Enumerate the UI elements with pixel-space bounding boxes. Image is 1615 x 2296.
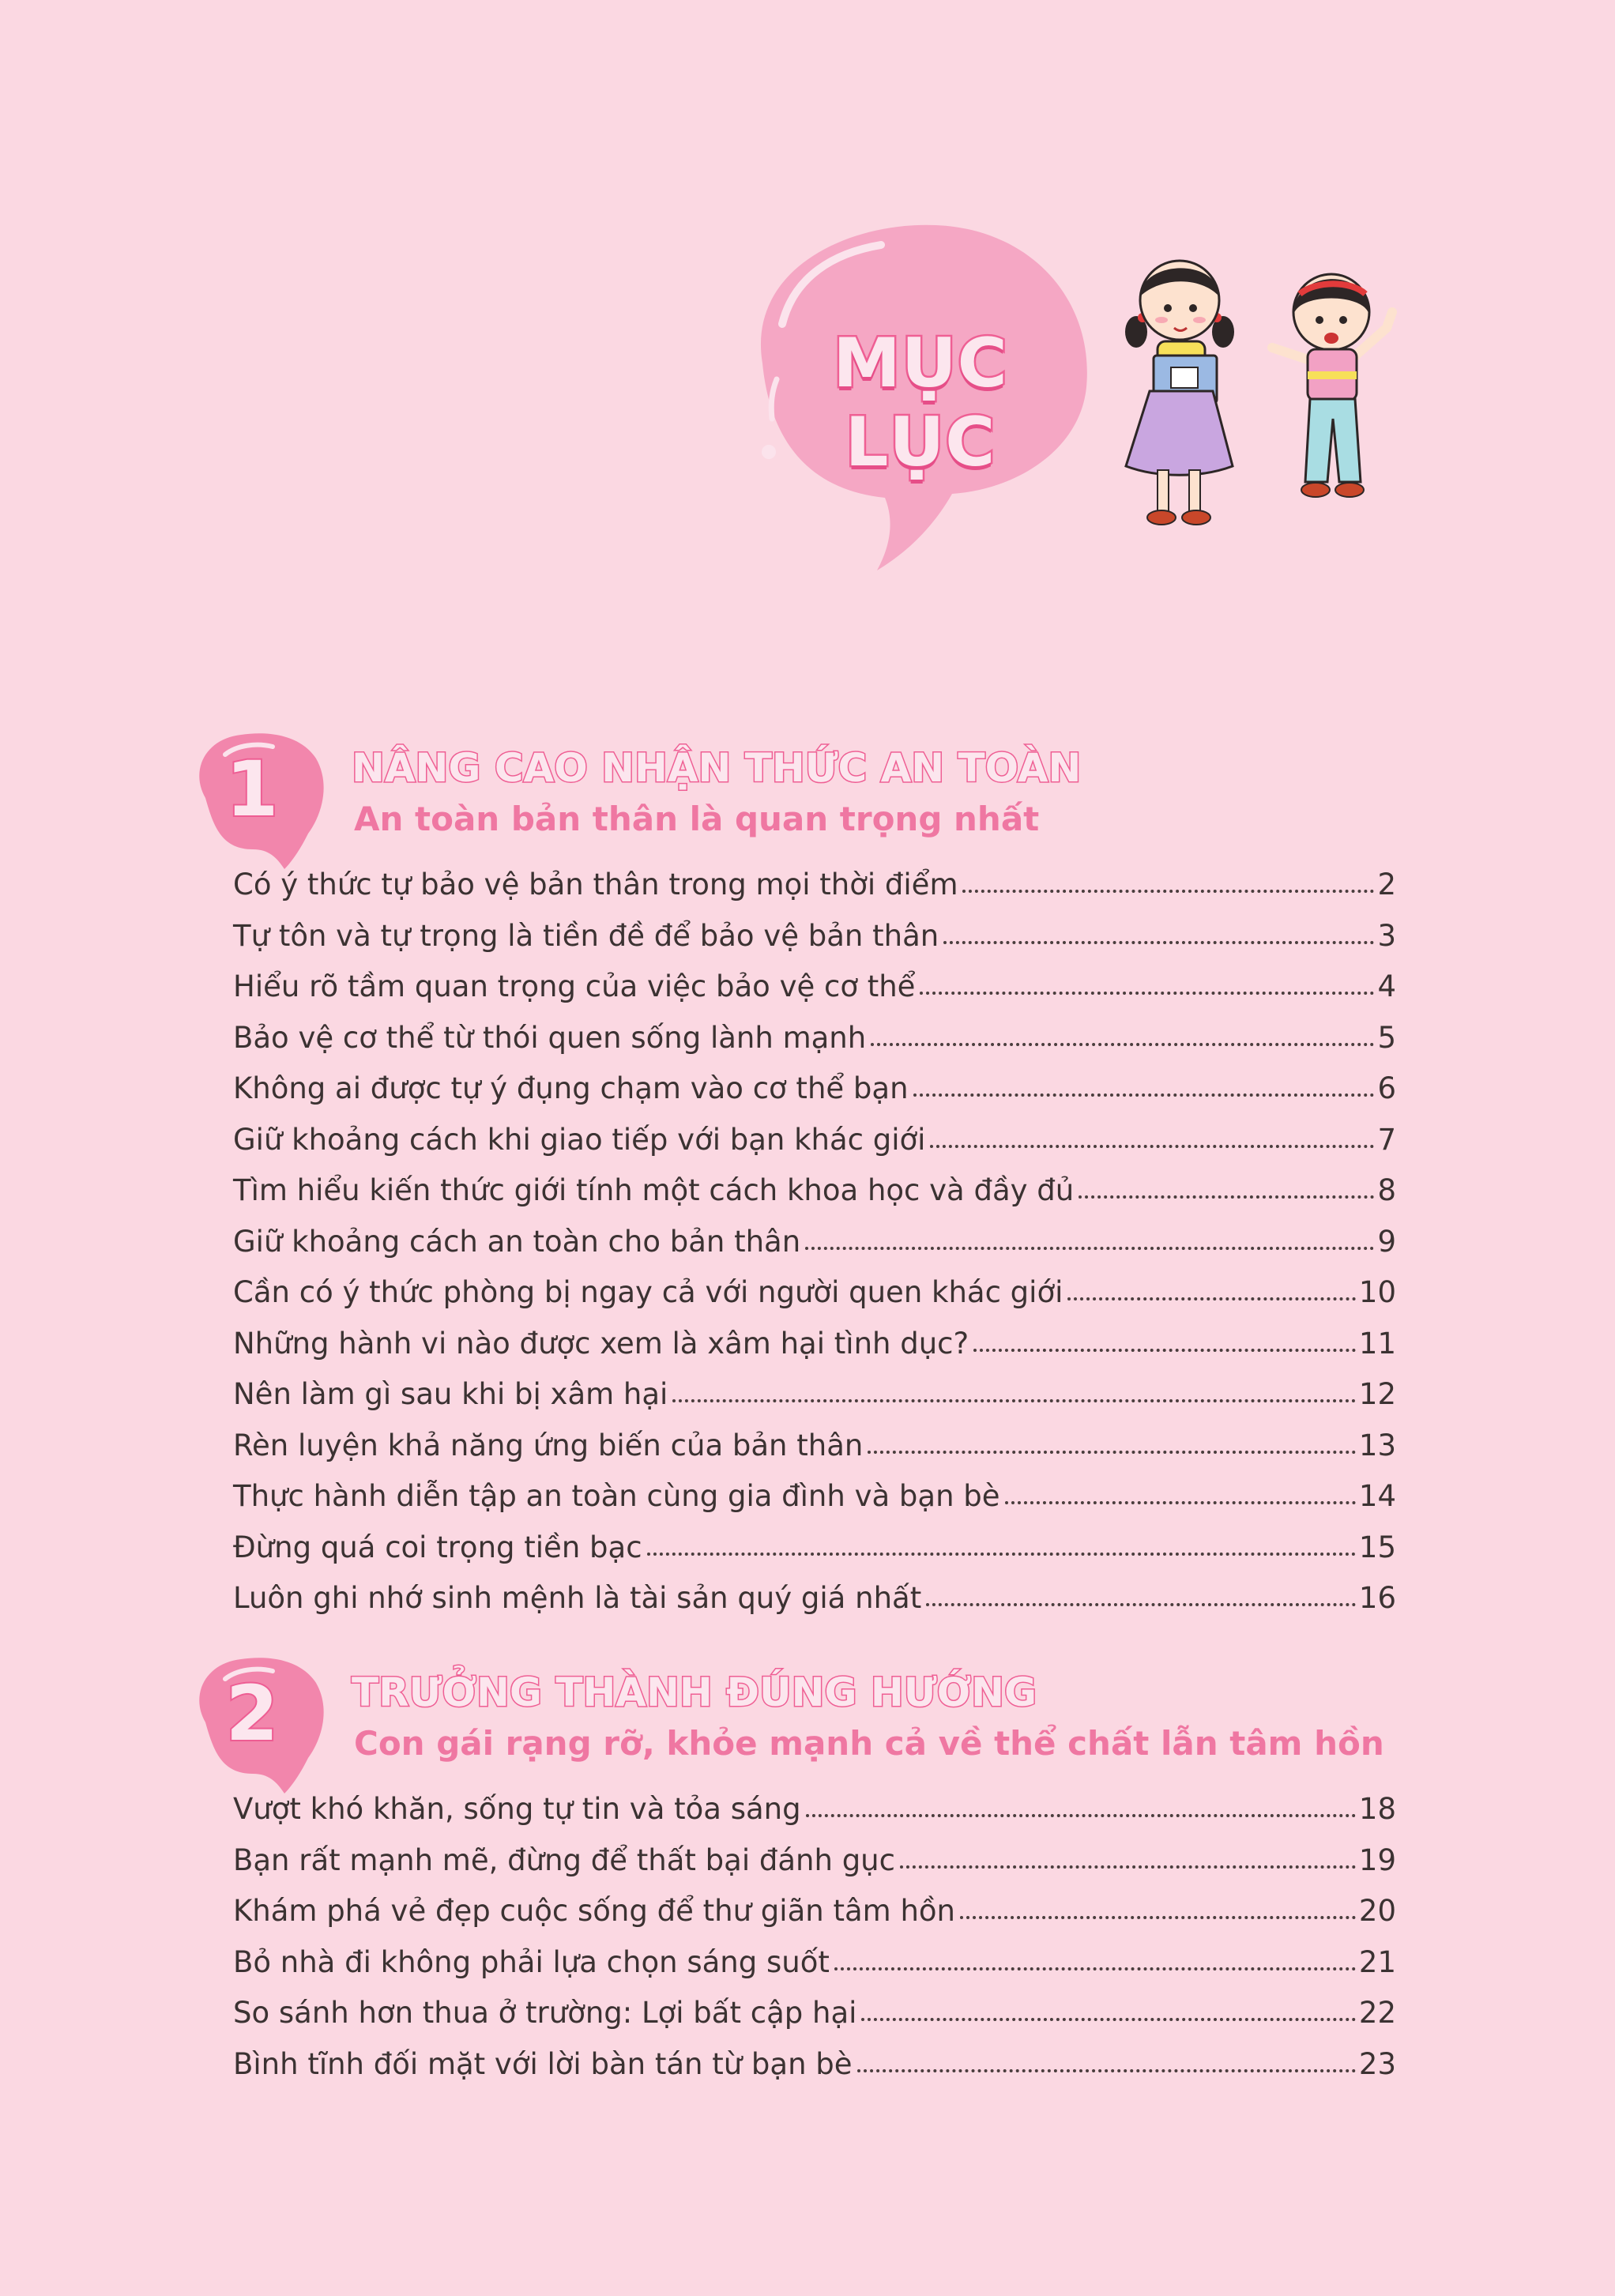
entry-page-number: 13 (1358, 1428, 1396, 1462)
toc-entry[interactable] (233, 1945, 1396, 1997)
dot-leader (806, 1814, 1356, 1817)
page-title: MỤC LỤC (833, 324, 1008, 482)
dot-leader (920, 992, 1374, 995)
toc-list-section-2 (233, 1792, 1396, 2098)
entry-title: Luôn ghi nhớ sinh mệnh là tài sản quý giá nhất (233, 1581, 922, 1615)
section-title: TRƯỞNG THÀNH ĐÚNG HƯỚNG (352, 1669, 1037, 1715)
entry-title: Bạn rất mạnh mẽ, đừng để thất bại đánh gục (233, 1842, 895, 1877)
entry-title: Hiểu rõ tầm quan trọng của việc bảo vệ cơ thể (233, 969, 916, 1003)
section-subtitle: An toàn bản thân là quan trọng nhất (354, 800, 1040, 838)
dot-leader (930, 1145, 1374, 1148)
two-girls-illustration (1114, 253, 1430, 585)
entry-title: Tự tôn và tự trọng là tiền đề để bảo vệ bản thân (233, 918, 939, 953)
toc-list-section-1 (233, 868, 1396, 1632)
toc-entry[interactable] (233, 1843, 1396, 1895)
toc-entry[interactable] (233, 969, 1396, 1021)
entry-title: Tìm hiểu kiến thức giới tính một cách khoa học và đầy đủ (233, 1173, 1075, 1207)
entry-title: Khám phá vẻ đẹp cuộc sống để thư giãn tâm hồn (233, 1894, 955, 1928)
entry-title: Vượt khó khăn, sống tự tin và tỏa sáng (233, 1792, 801, 1826)
entry-page-number: 20 (1358, 1894, 1396, 1928)
dot-leader (962, 890, 1374, 893)
toc-entry[interactable] (233, 1377, 1396, 1428)
entry-page-number: 9 (1377, 1224, 1396, 1259)
dot-leader (871, 1043, 1374, 1046)
toc-entry[interactable] (233, 1021, 1396, 1072)
entry-title: Giữ khoảng cách an toàn cho bản thân (233, 1224, 801, 1259)
entry-page-number: 14 (1358, 1479, 1396, 1513)
toc-entry[interactable] (233, 1275, 1396, 1327)
entry-title: So sánh hơn thua ở trường: Lợi bất cập hại (233, 1996, 857, 2030)
dot-leader (647, 1553, 1356, 1556)
girl-right-figure (1272, 274, 1392, 497)
section-1-header (182, 723, 1446, 873)
toc-entry[interactable] (233, 1071, 1396, 1123)
dot-leader (672, 1399, 1356, 1402)
entry-page-number: 23 (1358, 2046, 1396, 2081)
entry-page-number: 6 (1377, 1071, 1396, 1105)
entry-title: Nên làm gì sau khi bị xâm hại (233, 1377, 668, 1411)
entry-title: Có ý thức tự bảo vệ bản thân trong mọi thời điểm (233, 868, 958, 901)
entry-page-number: 5 (1377, 1020, 1396, 1055)
entry-page-number: 10 (1358, 1275, 1396, 1309)
entry-page-number: 8 (1377, 1173, 1396, 1207)
section-subtitle: Con gái rạng rỡ, khỏe mạnh cả về thể chất lẫn tâm hồn (354, 1724, 1384, 1763)
entry-page-number: 16 (1358, 1581, 1396, 1615)
toc-entry[interactable] (233, 868, 1396, 919)
toc-entry[interactable] (233, 2047, 1396, 2098)
toc-entry[interactable] (233, 1894, 1396, 1945)
entry-page-number: 15 (1358, 1530, 1396, 1564)
toc-entry[interactable] (233, 1792, 1396, 1843)
entry-title: Bỏ nhà đi không phải lựa chọn sáng suốt (233, 1944, 830, 1979)
entry-title: Cần có ý thức phòng bị ngay cả với người quen khác giới (233, 1275, 1063, 1309)
entry-page-number: 21 (1358, 1944, 1396, 1979)
dot-leader (1005, 1501, 1356, 1504)
section-title: NÂNG CAO NHẬN THỨC AN TOÀN (352, 745, 1082, 791)
entry-title: Rèn luyện khả năng ứng biến của bản thân (233, 1428, 864, 1462)
dot-leader (868, 1451, 1356, 1454)
entry-title: Giữ khoảng cách khi giao tiếp với bạn khác giới (233, 1122, 926, 1157)
dot-leader (857, 2069, 1356, 2072)
toc-entry[interactable] (233, 1581, 1396, 1632)
dot-leader (900, 1865, 1356, 1869)
title-speech-bubble (715, 213, 1110, 577)
entry-title: Bình tĩnh đối mặt với lời bàn tán từ bạn bè (233, 2046, 853, 2081)
entry-page-number: 18 (1358, 1792, 1396, 1826)
entry-page-number: 3 (1377, 918, 1396, 953)
toc-entry[interactable] (233, 1327, 1396, 1378)
toc-entry[interactable] (233, 1996, 1396, 2047)
entry-page-number: 22 (1358, 1996, 1396, 2030)
toc-entry[interactable] (233, 1225, 1396, 1276)
section-2-header (182, 1647, 1446, 1797)
entry-title: Không ai được tự ý đụng chạm vào cơ thể bạn (233, 1071, 909, 1105)
dot-leader (926, 1603, 1356, 1606)
toc-entry[interactable] (233, 1173, 1396, 1225)
entry-title: Thực hành diễn tập an toàn cùng gia đình và bạn bè (233, 1479, 1000, 1513)
toc-entry[interactable] (233, 1123, 1396, 1174)
entry-page-number: 12 (1358, 1377, 1396, 1411)
section-number: 1 (225, 745, 279, 834)
dot-leader (1067, 1297, 1356, 1300)
section-number-badge (182, 1647, 332, 1797)
dot-leader (861, 2018, 1356, 2021)
toc-entry[interactable] (233, 1479, 1396, 1530)
entry-page-number: 7 (1377, 1122, 1396, 1157)
dot-leader (943, 941, 1374, 944)
section-number: 2 (225, 1669, 279, 1758)
entry-page-number: 11 (1358, 1326, 1396, 1361)
entry-page-number: 4 (1377, 969, 1396, 1003)
section-number-badge (182, 723, 332, 873)
girl-left-figure (1125, 261, 1234, 525)
toc-entry[interactable] (233, 919, 1396, 970)
entry-title: Bảo vệ cơ thể từ thói quen sống lành mạnh (233, 1020, 867, 1055)
dot-leader (973, 1349, 1356, 1352)
entry-title: Những hành vi nào được xem là xâm hại tình dục? (233, 1326, 969, 1361)
dot-leader (1079, 1195, 1374, 1199)
toc-entry[interactable] (233, 1530, 1396, 1582)
dot-leader (805, 1247, 1374, 1250)
dot-leader (960, 1916, 1356, 1919)
entry-page-number: 19 (1358, 1842, 1396, 1877)
entry-page-number: 2 (1377, 868, 1396, 901)
dot-leader (834, 1967, 1356, 1970)
dot-leader (913, 1093, 1375, 1097)
toc-entry[interactable] (233, 1428, 1396, 1480)
entry-title: Đừng quá coi trọng tiền bạc (233, 1530, 642, 1564)
